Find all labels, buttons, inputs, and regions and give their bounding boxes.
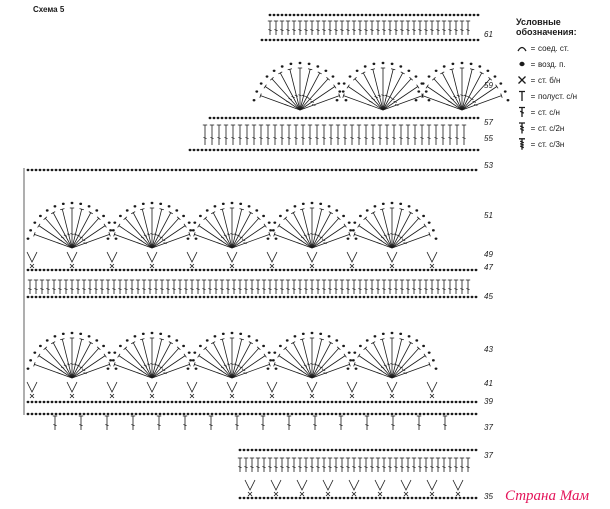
legend-label: ст. б/н	[538, 75, 561, 85]
row-number-label: 53	[484, 161, 493, 170]
legend-title-line1: Условные	[516, 17, 561, 27]
row-number-label: 45	[484, 292, 493, 301]
chain-icon	[516, 58, 528, 70]
legend-item	[516, 40, 608, 56]
single-crochet-icon	[516, 74, 528, 86]
legend-title-line2: обозначения:	[516, 27, 577, 37]
legend-item	[516, 104, 608, 120]
slip-stitch-icon	[516, 42, 528, 54]
legend-item	[516, 72, 608, 88]
row-number-label: 49	[484, 250, 493, 259]
double-treble-crochet-icon	[516, 138, 528, 150]
row-number-label: 47	[484, 263, 493, 272]
legend-label: ст. с/3н	[538, 139, 565, 149]
legend-title	[516, 17, 608, 37]
scheme-title: Схема 5	[33, 5, 65, 14]
legend-item	[516, 120, 608, 136]
chart-body	[24, 14, 509, 499]
legend	[516, 17, 608, 152]
legend-label: ст. с/н	[538, 107, 560, 117]
row-number-label: 39	[484, 397, 493, 406]
double-crochet-icon	[516, 106, 528, 118]
row-number-label: 59	[484, 81, 493, 90]
legend-equals: =	[530, 75, 536, 85]
row-number-label: 41	[484, 379, 493, 388]
legend-label: соед. ст.	[538, 43, 569, 53]
legend-equals: =	[530, 123, 536, 133]
row-number-label: 43	[484, 345, 493, 354]
legend-item	[516, 56, 608, 72]
site-watermark: Страна Мам	[505, 488, 590, 504]
legend-item	[516, 136, 608, 152]
legend-label: ст. с/2н	[538, 123, 565, 133]
legend-equals: =	[530, 91, 536, 101]
row-number-label: 55	[484, 134, 493, 143]
row-number-label: 57	[484, 118, 493, 127]
legend-equals: =	[530, 139, 536, 149]
legend-equals: =	[530, 43, 536, 53]
row-number-label: 61	[484, 30, 493, 39]
row-number-label: 37	[484, 451, 493, 460]
legend-item	[516, 88, 608, 104]
legend-label: полуст. с/н	[538, 91, 578, 101]
row-number-label: 51	[484, 211, 493, 220]
half-double-crochet-icon	[516, 90, 528, 102]
row-number-label: 37	[484, 423, 493, 432]
legend-equals: =	[530, 59, 536, 69]
legend-equals: =	[530, 107, 536, 117]
treble-crochet-icon	[516, 122, 528, 134]
legend-label: возд. п.	[538, 59, 566, 69]
row-number-label: 35	[484, 492, 493, 501]
